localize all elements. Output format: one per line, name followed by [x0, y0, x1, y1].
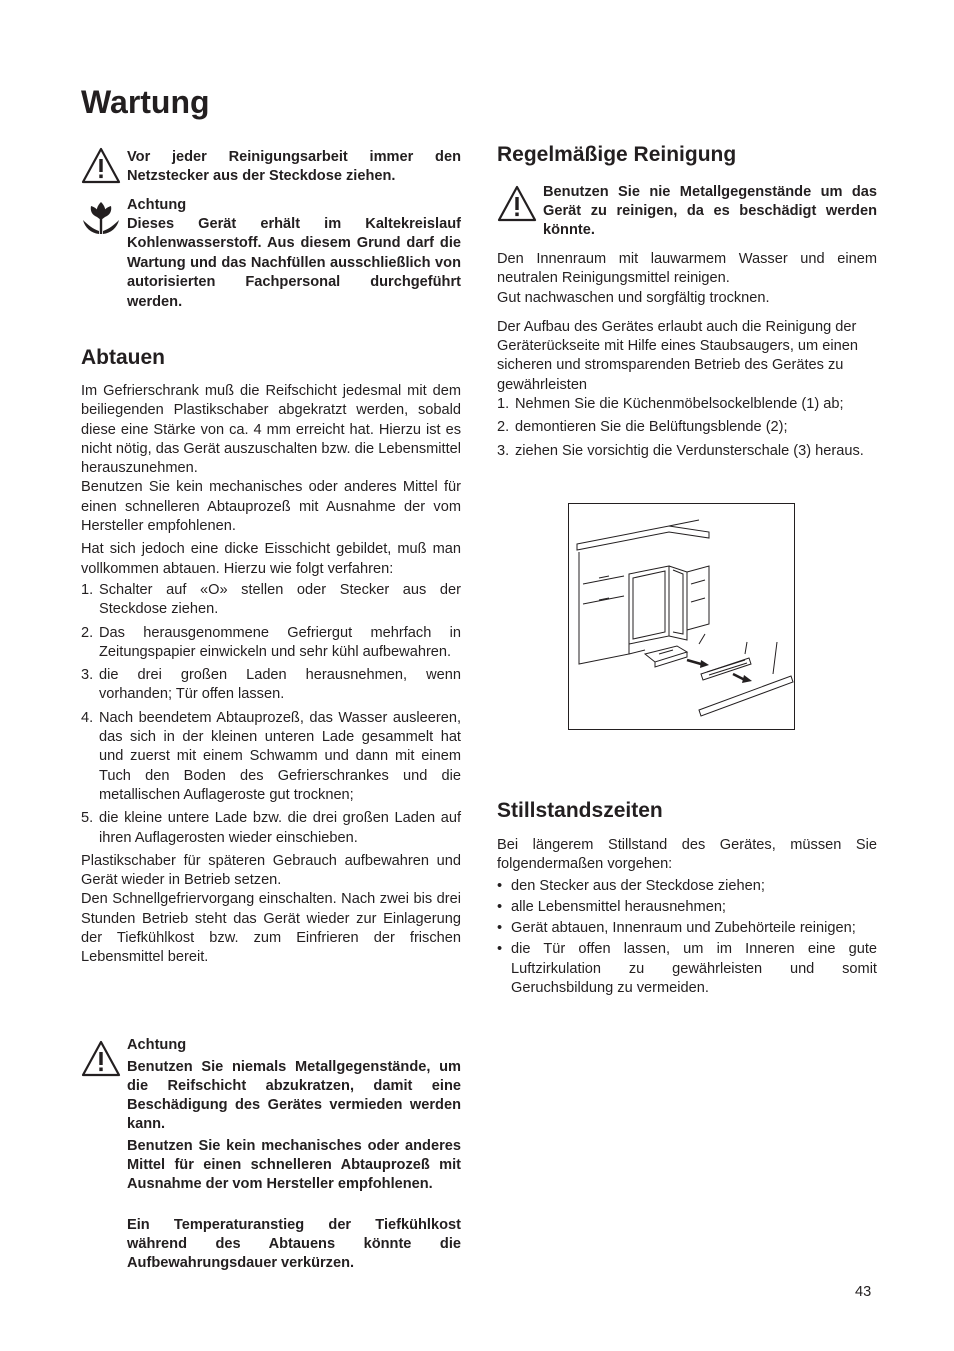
achtung-text: Benutzen Sie niemals Metallgegenstände, um die Reifschicht abzukratzen, damit eine Beschädigung des Gerätes vermieden werden kann.	[127, 1059, 461, 1132]
abtauen-paragraph: Im Gefrierschrank muß die Reifschicht jedesmal mit dem beiliegenden Plastikschaber abgekratzt werden, sobald diese eine Stärke von ca. 4 mm erreicht hat. Hierzu ist es nicht nötig, das Gerät auszuschalten bzw. die Lebensmittel herauszunehmen.	[81, 383, 461, 477]
list-item: 1. Nehmen Sie die Küchenmöbelsockelblende (1) ab;	[497, 396, 844, 413]
page-number: 43	[855, 1284, 872, 1300]
stillstand-list	[497, 877, 877, 999]
list-item: 3. ziehen Sie vorsichtig die Verdunsterschale (3) heraus.	[497, 442, 864, 459]
list-item: 4. Nach beendetem Abtauprozeß, das Wasser ausleeren, das sich in der kleinen unteren Lade gesammelt hat und zuerst mit einem Schwamm und dann mit einem Tuch den Boden des Gefrierschrankes und die metallischen Auflageroste gut trocknen;	[81, 709, 461, 803]
list-item: • Gerät abtauen, Innenraum und Zubehörteile reinigen;	[497, 919, 877, 938]
section-heading-stillstand: Stillstandszeiten	[497, 799, 663, 822]
abtauen-steps	[81, 581, 461, 848]
list-item: 2. demontieren Sie die Belüftungsblende (2);	[497, 419, 788, 436]
achtung-label: Achtung	[127, 197, 187, 213]
section-heading-reinigung: Regelmäßige Reinigung	[497, 143, 737, 166]
cleaning-illustration	[568, 503, 795, 730]
list-item: 5. die kleine untere Lade bzw. die drei großen Laden auf ihren Auflagerosten wieder einschieben.	[81, 810, 461, 846]
page-title: Wartung	[81, 84, 210, 120]
warning-block-top	[81, 145, 461, 190]
list-item: 2. Das herausgenommene Gefriergut mehrfach in Zeitungspapier einwickeln und sehr kühl aufbewahren.	[81, 624, 461, 660]
appliance-drawing	[569, 504, 794, 729]
achtung-block-top	[81, 196, 461, 316]
section-abtauen	[81, 346, 461, 968]
reinigung-paragraph: Der Aufbau des Gerätes erlaubt auch die Reinigung der Geräterückseite mit Hilfe eines Staubsaugers, um einen sicheren und stromsparenden Betrieb des Gerätes zu gewährleisten	[497, 318, 858, 393]
list-item: • den Stecker aus der Steckdose ziehen;	[497, 877, 877, 896]
warning-text: Benutzen Sie nie Metallgegenstände um das Gerät zu reinigen, da es beschädigt werden könnte.	[543, 184, 877, 238]
abtauen-paragraph: Den Schnellgefriervorgang einschalten. Nach zwei bis drei Stunden Betrieb steht das Gerät wieder zur Einlagerung der Tiefkühlkost bzw. zum Einfrieren der frischen Lebensmittel bereit.	[81, 891, 461, 966]
environment-plant-icon	[81, 200, 121, 236]
achtung-text: Benutzen Sie kein mechanisches oder anderes Mittel für einen schnelleren Abtauprozeß mit Ausnahme der vom Hersteller empfohlenen.	[127, 1138, 461, 1192]
warning-block-reinigung	[497, 183, 877, 243]
reinigung-body	[497, 250, 877, 461]
reinigung-paragraph: Den Innenraum mit lauwarmem Wasser und einem neutralen Reinigungsmittel reinigen.	[497, 251, 877, 287]
list-item: • alle Lebensmittel herausnehmen;	[497, 898, 877, 917]
warning-triangle-icon	[81, 1040, 121, 1078]
section-stillstand	[497, 799, 877, 998]
achtung-text: Dieses Gerät erhält im Kaltekreislauf Kohlenwasserstoff. Aus diesem Grund darf die Wartung und das Nachfüllen ausschließlich von autorisierten Fachpersonal durchgeführt werden.	[127, 216, 461, 310]
list-item: 3. die drei großen Laden herausnehmen, wenn vorhanden; Tür offen lassen.	[81, 667, 461, 703]
warning-triangle-icon	[81, 147, 121, 185]
achtung-label: Achtung	[127, 1037, 187, 1053]
section-heading-abtauen: Abtauen	[81, 346, 165, 369]
list-item: • die Tür offen lassen, um im Inneren eine gute Luftzirkulation zu gewährleisten und somit Geruchsbildung zu vermeiden.	[497, 940, 877, 998]
achtung-text: Ein Temperaturanstieg der Tiefkühlkost während des Abtauens könnte die Aufbewahrungsdauer verkürzen.	[127, 1217, 461, 1271]
abtauen-paragraph: Plastikschaber für späteren Gebrauch aufbewahren und Gerät wieder in Betrieb setzen.	[81, 852, 461, 889]
section-reinigung	[497, 143, 877, 167]
achtung-block-bottom	[81, 1036, 461, 1276]
reinigung-steps	[497, 395, 877, 461]
list-item: 1. Schalter auf «O» stellen oder Stecker aus der Steckdose ziehen.	[81, 581, 461, 618]
abtauen-paragraph: Benutzen Sie kein mechanisches oder anderes Mittel für einen schnelleren Abtauprozeß mit Ausnahme der vom Hersteller empfohlenen.	[81, 479, 461, 535]
reinigung-paragraph: Gut nachwaschen und sorgfältig trocknen.	[497, 289, 770, 306]
abtauen-paragraph: Hat sich jedoch eine dicke Eisschicht gebildet, muß man vollkommen abtauen. Hierzu wie folgt verfahren:	[81, 541, 461, 577]
stillstand-paragraph: Bei längerem Stillstand des Gerätes, müssen Sie folgendermaßen vorgehen:	[497, 837, 877, 873]
warning-text: Vor jeder Reinigungsarbeit immer den Netzstecker aus der Steckdose ziehen.	[127, 149, 461, 184]
warning-triangle-icon	[497, 185, 537, 223]
